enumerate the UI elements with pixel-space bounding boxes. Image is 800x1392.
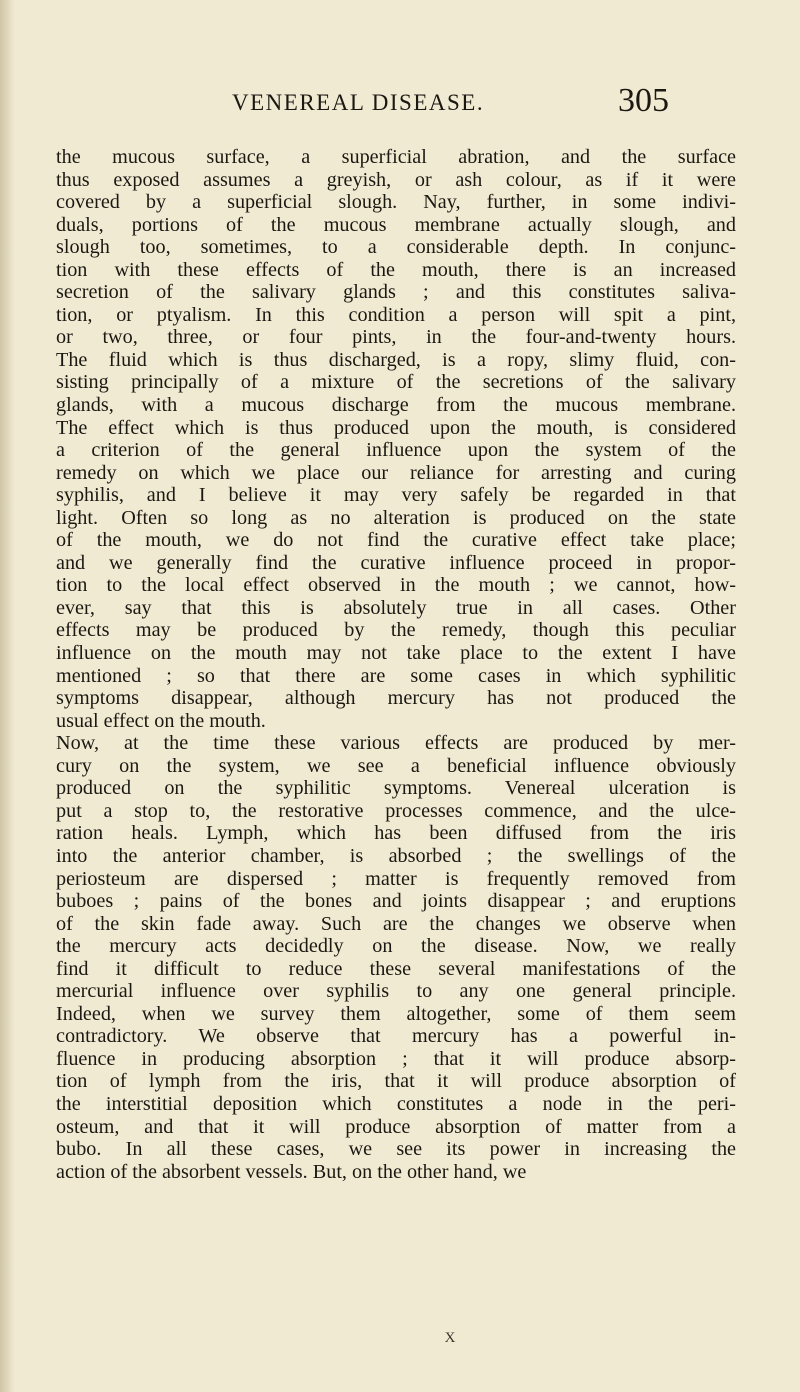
text-line: usual effect on the mouth. bbox=[56, 709, 266, 732]
text-line: contradictory. We observe that mercury has a powerful in- bbox=[56, 1025, 736, 1048]
running-title: VENEREAL DISEASE. bbox=[232, 90, 485, 115]
text-line: secretion of the salivary glands ; and this constitutes saliva- bbox=[56, 281, 736, 304]
text-line: mentioned ; so that there are some cases in which syphilitic bbox=[56, 664, 736, 687]
text-line: tion of lymph from the iris, that it will produce absorption of bbox=[56, 1070, 736, 1093]
text-line: of the mouth, we do not find the curative effect take place; bbox=[56, 529, 736, 552]
text-line: a criterion of the general influence upon the system of the bbox=[56, 439, 736, 462]
text-line: produced on the syphilitic symptoms. Venereal ulceration is bbox=[56, 777, 736, 800]
text-line: light. Often so long as no alteration is produced on the state bbox=[56, 506, 736, 529]
text-line: tion, or ptyalism. In this condition a person will spit a pint, bbox=[56, 303, 736, 326]
text-line: find it difficult to reduce these several manifestations of the bbox=[56, 957, 736, 980]
text-line: tion with these effects of the mouth, there is an increased bbox=[56, 258, 736, 281]
text-line: remedy on which we place our reliance for arresting and curing bbox=[56, 461, 736, 484]
body-text bbox=[56, 146, 736, 1183]
page-number: 305 bbox=[618, 82, 669, 119]
text-line: osteum, and that it will produce absorption of matter from a bbox=[56, 1115, 736, 1138]
text-line: mercurial influence over syphilis to any one general principle. bbox=[56, 980, 736, 1003]
text-line: into the anterior chamber, is absorbed ; the swellings of the bbox=[56, 844, 736, 867]
text-line: cury on the system, we see a beneficial influence obviously bbox=[56, 754, 736, 777]
text-line: or two, three, or four pints, in the four-and-twenty hours. bbox=[56, 326, 736, 349]
text-line: The fluid which is thus discharged, is a ropy, slimy fluid, con- bbox=[56, 348, 736, 371]
text-line: covered by a superficial slough. Nay, further, in some indivi- bbox=[56, 191, 736, 214]
text-line: influence on the mouth may not take place to the extent I have bbox=[56, 642, 736, 665]
text-line: sisting principally of a mixture of the secretions of the salivary bbox=[56, 371, 736, 394]
text-line: action of the absorbent vessels. But, on the other hand, we bbox=[56, 1160, 527, 1183]
text-line: fluence in producing absorption ; that it will produce absorp- bbox=[56, 1047, 736, 1070]
text-line: syphilis, and I believe it may very safely be regarded in that bbox=[56, 484, 736, 507]
signature-mark-row bbox=[0, 1330, 800, 1347]
text-line: put a stop to, the restorative processes commence, and the ulce- bbox=[56, 799, 736, 822]
text-line: bubo. In all these cases, we see its power in increasing the bbox=[56, 1138, 736, 1161]
text-line: slough too, sometimes, to a considerable depth. In conjunc- bbox=[56, 236, 736, 259]
signature-mark: X bbox=[444, 1330, 456, 1346]
text-line: The effect which is thus produced upon the mouth, is considered bbox=[56, 416, 736, 439]
text-line: ration heals. Lymph, which has been diffused from the iris bbox=[56, 822, 736, 845]
text-line: symptoms disappear, although mercury has not produced the bbox=[56, 687, 736, 710]
text-line: buboes ; pains of the bones and joints disappear ; and eruptions bbox=[56, 890, 736, 913]
text-line: the mucous surface, a superficial abration, and the surface bbox=[56, 146, 736, 168]
text-line: ever, say that this is absolutely true in all cases. Other bbox=[56, 596, 736, 619]
text-line: the interstitial deposition which constitutes a node in the peri- bbox=[56, 1092, 736, 1115]
text-line: duals, portions of the mucous membrane actually slough, and bbox=[56, 213, 736, 236]
text-line: tion to the local effect observed in the mouth ; we cannot, how- bbox=[56, 574, 736, 597]
text-line: of the skin fade away. Such are the changes we observe when bbox=[56, 912, 736, 935]
text-line: thus exposed assumes a greyish, or ash colour, as if it were bbox=[56, 168, 736, 191]
text-line: effects may be produced by the remedy, though this peculiar bbox=[56, 619, 736, 642]
text-line: periosteum are dispersed ; matter is frequently removed from bbox=[56, 867, 736, 890]
page-binding-edge bbox=[0, 0, 14, 1392]
text-line: glands, with a mucous discharge from the mucous membrane. bbox=[56, 394, 736, 417]
running-head bbox=[0, 84, 800, 128]
text-line: Now, at the time these various effects are produced by mer- bbox=[56, 732, 736, 755]
text-line: and we generally find the curative influence proceed in propor- bbox=[56, 551, 736, 574]
text-line: the mercury acts decidedly on the disease. Now, we really bbox=[56, 935, 736, 958]
text-line: Indeed, when we survey them altogether, some of them seem bbox=[56, 1002, 736, 1025]
